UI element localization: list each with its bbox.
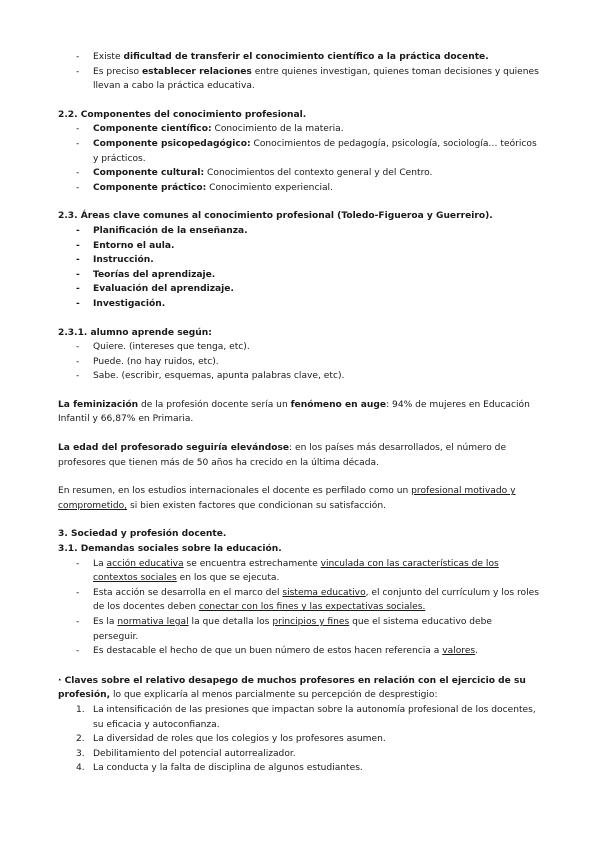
list-item: - Es la normativa legal la que detalla los principios y fines que el sistema educativo debe perseguir. (58, 615, 540, 644)
list-item: - Evaluación del aprendizaje. (58, 282, 540, 297)
numbered-item: 1. La intensificación de las presiones que impactan sobre la autonomía profesional de los docentes, su eficacia y autoconfianza. (76, 704, 536, 730)
numbered-item: 4. La conducta y la falta de disciplina de algunos estudiantes. (76, 763, 363, 774)
section-heading: 2.3.1. alumno aprende según: (58, 327, 212, 338)
list-item: - Sabe. (escribir, esquemas, apunta palabras clave, etc). (58, 369, 540, 384)
list-item: - Componente científico: Conocimiento de la materia. (58, 122, 540, 137)
list-item: - Componente cultural: Conocimientos del contexto general y del Centro. (58, 166, 540, 181)
section-heading: 3. Sociedad y profesión docente. (58, 529, 227, 540)
subsection-heading: 3.1. Demandas sociales sobre la educación. (58, 544, 282, 555)
list-item: - Esta acción se desarrolla en el marco del sistema educativo, el conjunto del currículum y los roles de los docentes deben conectar con los fines y las expectativas sociales. (58, 586, 540, 615)
paragraph-resumen: En resumen, en los estudios internacionales el docente es perfilado como un profesional motivado y comprometido, si bien existen factores que condicionan su satisfacción. (58, 486, 516, 511)
list-item: - La acción educativa se encuentra estrechamente vinculada con las características de los contextos sociales en los que se ejecuta. (58, 557, 540, 586)
list-item: - Teorías del aprendizaje. (58, 268, 540, 283)
document-body (58, 50, 540, 776)
list-item: - Componente psicopedagógico: Conocimientos de pedagogía, psicología, sociología… teóricos y prácticos. (58, 137, 540, 166)
paragraph-edad: La edad del profesorado seguiría elevándose: en los países más desarrollados, el número de profesores que tienen más de 50 años ha crecido en la última década. (58, 443, 507, 468)
list-item: - Instrucción. (58, 253, 540, 268)
list-item: - Es preciso establecer relaciones entre quienes investigan, quienes toman decisiones y quienes llevan a cabo la práctica educativa. (58, 65, 540, 94)
list-item: - Investigación. (58, 297, 540, 312)
list-item: - Puede. (no hay ruidos, etc). (58, 355, 540, 370)
paragraph-claves: · Claves sobre el relativo desapego de muchos profesores en relación con el ejercicio de su profesión, lo que explicaría al menos parcialmente su percepción de desprestigio: (58, 675, 526, 701)
list-item: - Planificación de la enseñanza. (58, 224, 540, 239)
list-item: - Entorno el aula. (58, 239, 540, 254)
numbered-item: 3. Debilitamiento del potencial autorrealizador. (76, 748, 296, 759)
paragraph-feminizacion: La feminización de la profesión docente sería un fenómeno en auge: 94% de mujeres en Educación Infantil y 66,87% en Primaria. (58, 399, 530, 425)
list-item: - Componente práctico: Conocimiento experiencial. (58, 181, 540, 196)
numbered-item: 2. La diversidad de roles que los colegios y los profesores asumen. (76, 734, 386, 745)
list-item: - Existe dificultad de transferir el conocimiento científico a la práctica docente. (58, 50, 540, 65)
section-heading: 2.2. Componentes del conocimiento profesional. (58, 109, 307, 120)
list-item: - Es destacable el hecho de que un buen número de estos hacen referencia a valores. (58, 644, 540, 659)
section-heading: 2.3. Áreas clave comunes al conocimiento profesional (Toledo-Figueroa y Guerreiro). (58, 211, 493, 222)
list-item: - Quiere. (intereses que tenga, etc). (58, 340, 540, 355)
